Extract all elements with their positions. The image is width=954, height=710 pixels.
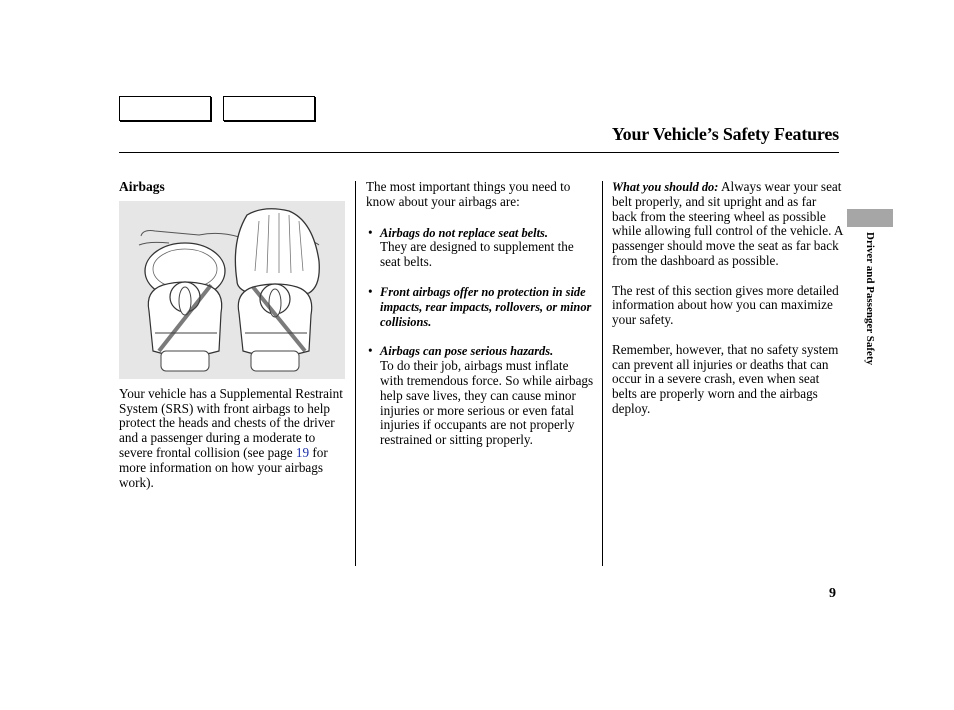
- column-divider: [602, 181, 603, 566]
- airbag-deployment-illustration-icon: [119, 201, 345, 379]
- nav-button-next[interactable]: [223, 96, 315, 121]
- bullet-heading: Airbags can pose serious hazards.: [380, 344, 554, 359]
- page-number: 9: [829, 586, 836, 601]
- warning-paragraph: Remember, however, that no safety system can prevent all injuries or deaths that can occur in a severe crash, even when seat belts are properly worn and the airbags deploy.: [612, 341, 839, 416]
- header-rule: [119, 152, 839, 153]
- lead-in: What you should do:: [612, 180, 719, 194]
- list-item: [366, 226, 594, 270]
- section-tab[interactable]: [847, 209, 893, 227]
- what-to-do-paragraph: What you should do: Always wear your seat belt properly, and sit upright and as far back from the steering wheel as possible while allowing full control of the vehicle. A passenger should move the seat as far back from the dashboard as possible.: [612, 179, 843, 268]
- bullet-body: They are designed to supplement the seat belts.: [380, 239, 574, 270]
- column-divider: [355, 181, 356, 566]
- bullet-icon: •: [368, 283, 373, 299]
- bullet-icon: •: [368, 224, 373, 240]
- nav-button-previous[interactable]: [119, 96, 211, 121]
- intro-paragraph: The most important things you need to know about your airbags are:: [366, 179, 571, 209]
- bullet-body: To do their job, airbags must inflate with tremendous force. So while airbags help save lives, they can cause minor injuries or more serious or even fatal injuries if occupants are not properly restrained or sitting properly.: [380, 358, 594, 448]
- page-link[interactable]: 19: [295, 444, 310, 460]
- airbag-illustration: [119, 201, 345, 379]
- section-side-label: Driver and Passenger Safety: [864, 232, 876, 366]
- list-item: [366, 285, 594, 329]
- bullet-heading: Airbags do not replace seat belts.: [380, 225, 548, 240]
- page-title: Your Vehicle’s Safety Features: [611, 124, 839, 144]
- airbag-facts-list: [366, 226, 594, 448]
- section-overview-paragraph: The rest of this section gives more detailed information about how you can maximize your safety.: [612, 282, 839, 328]
- bullet-icon: •: [368, 343, 373, 359]
- column-3: [612, 180, 844, 417]
- section-heading: Airbags: [119, 179, 165, 194]
- list-item: [366, 344, 594, 448]
- column-2: [366, 180, 594, 463]
- bullet-heading: Front airbags offer no protection in side impacts, rear impacts, rollovers, or minor collisions.: [380, 284, 592, 329]
- column-1: [119, 180, 349, 490]
- srs-paragraph: Your vehicle has a Supplemental Restraint System (SRS) with front airbags to help protect the heads and chests of the driver and a passenger during a moderate to severe frontal collision (see page 19 for more information on how your airbags work).: [119, 385, 343, 490]
